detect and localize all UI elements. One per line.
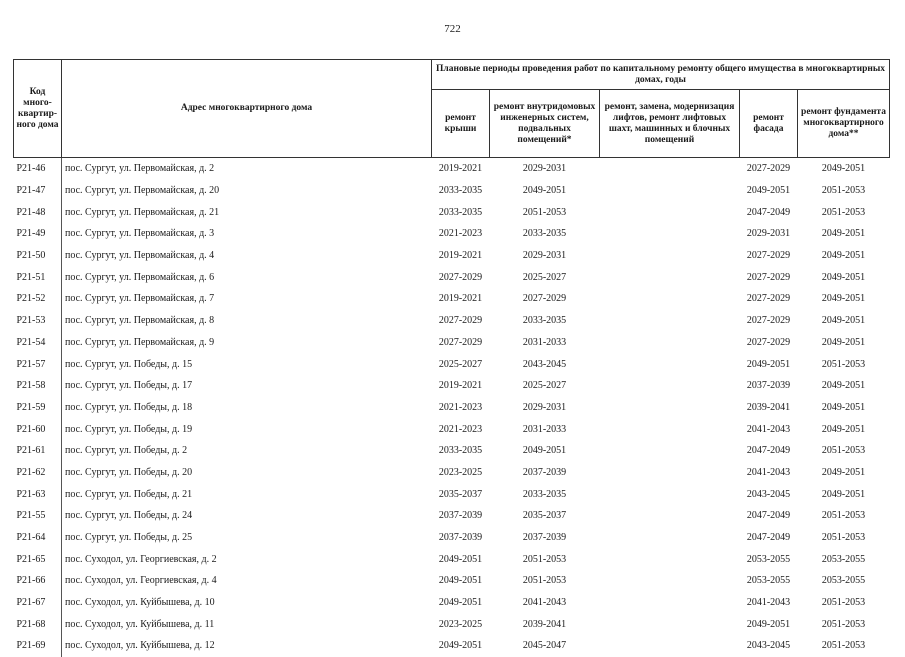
table-row [14, 353, 890, 375]
cell-foundation: 2049-2051 [821, 315, 866, 327]
cell-elevators [600, 527, 740, 549]
cell-facade: 2029-2031 [746, 228, 791, 240]
cell-facade: 2049-2051 [746, 185, 791, 197]
cell-elevators [600, 245, 740, 267]
cell-address: пос. Сургут, ул. Победы, д. 17 [65, 380, 193, 392]
cell-code: P21-55 [14, 505, 62, 527]
cell-roof: 2019-2021 [438, 163, 483, 175]
cell-address: пос. Сургут, ул. Победы, д. 18 [65, 401, 193, 413]
cell-systems: 2031-2033 [522, 336, 567, 348]
table-row [14, 223, 890, 245]
cell-systems: 2051-2053 [522, 206, 567, 218]
cell-roof: 2049-2051 [438, 597, 483, 609]
table-row [14, 570, 890, 592]
cell-address: пос. Сургут, ул. Победы, д. 24 [65, 510, 193, 522]
cell-roof: 2035-2037 [438, 488, 483, 500]
cell-elevators [600, 505, 740, 527]
cell-systems: 2037-2039 [522, 532, 567, 544]
cell-foundation: 2051-2053 [821, 445, 866, 457]
cell-elevators [600, 592, 740, 614]
cell-elevators [600, 635, 740, 657]
cell-foundation: 2053-2055 [821, 575, 866, 587]
cell-address: пос. Сургут, ул. Победы, д. 15 [65, 358, 193, 370]
cell-facade: 2027-2029 [746, 336, 791, 348]
table-row [14, 266, 890, 288]
cell-address: пос. Суходол, ул. Георгиевская, д. 4 [65, 575, 217, 587]
cell-elevators [600, 570, 740, 592]
cell-facade: 2041-2043 [746, 466, 791, 478]
cell-roof: 2027-2029 [438, 271, 483, 283]
cell-facade: 2041-2043 [746, 423, 791, 435]
cell-address: пос. Суходол, ул. Георгиевская, д. 2 [65, 553, 217, 565]
table-row [14, 397, 890, 419]
cell-systems: 2051-2053 [522, 553, 567, 565]
table-row [14, 440, 890, 462]
table-row [14, 310, 890, 332]
cell-systems: 2049-2051 [522, 445, 567, 457]
header-code: Код много-квартир-ного дома [14, 60, 62, 158]
cell-foundation: 2051-2053 [821, 206, 866, 218]
cell-roof: 2033-2035 [438, 445, 483, 457]
cell-systems: 2051-2053 [522, 575, 567, 587]
table-row [14, 527, 890, 549]
cell-foundation: 2049-2051 [821, 401, 866, 413]
cell-elevators [600, 613, 740, 635]
cell-facade: 2053-2055 [746, 553, 791, 565]
cell-code: P21-63 [14, 483, 62, 505]
cell-address: пос. Сургут, ул. Первомайская, д. 2 [65, 163, 215, 175]
cell-elevators [600, 310, 740, 332]
cell-roof: 2021-2023 [438, 423, 483, 435]
cell-code: P21-59 [14, 397, 62, 419]
cell-code: P21-58 [14, 375, 62, 397]
cell-code: P21-60 [14, 418, 62, 440]
cell-code: P21-67 [14, 592, 62, 614]
cell-elevators [600, 266, 740, 288]
cell-address: пос. Сургут, ул. Первомайская, д. 4 [65, 250, 215, 262]
cell-elevators [600, 375, 740, 397]
header-address: Адрес многоквартирного дома [62, 60, 432, 158]
cell-systems: 2029-2031 [522, 250, 567, 262]
cell-code: P21-68 [14, 613, 62, 635]
cell-elevators [600, 158, 740, 180]
cell-facade: 2043-2045 [746, 640, 791, 652]
cell-elevators [600, 483, 740, 505]
cell-systems: 2035-2037 [522, 510, 567, 522]
cell-address: пос. Сургут, ул. Победы, д. 25 [65, 532, 193, 544]
cell-address: пос. Сургут, ул. Победы, д. 2 [65, 445, 188, 457]
cell-roof: 2027-2029 [438, 336, 483, 348]
cell-code: P21-48 [14, 201, 62, 223]
cell-foundation: 2051-2053 [821, 618, 866, 630]
cell-systems: 2045-2047 [522, 640, 567, 652]
cell-address: пос. Сургут, ул. Первомайская, д. 21 [65, 206, 220, 218]
cell-code: P21-62 [14, 462, 62, 484]
table-row [14, 483, 890, 505]
cell-roof: 2037-2039 [438, 510, 483, 522]
cell-facade: 2041-2043 [746, 597, 791, 609]
cell-systems: 2025-2027 [522, 380, 567, 392]
capital-repair-table [13, 59, 890, 657]
cell-foundation: 2049-2051 [821, 293, 866, 305]
cell-elevators [600, 353, 740, 375]
cell-systems: 2041-2043 [522, 597, 567, 609]
cell-address: пос. Суходол, ул. Куйбышева, д. 10 [65, 597, 215, 609]
cell-address: пос. Сургут, ул. Первомайская, д. 9 [65, 336, 215, 348]
cell-code: P21-54 [14, 332, 62, 354]
cell-foundation: 2051-2053 [821, 640, 866, 652]
table-row [14, 548, 890, 570]
cell-address: пос. Сургут, ул. Первомайская, д. 7 [65, 293, 215, 305]
cell-roof: 2019-2021 [438, 293, 483, 305]
table-row [14, 635, 890, 657]
cell-roof: 2019-2021 [438, 380, 483, 392]
cell-foundation: 2049-2051 [821, 423, 866, 435]
cell-facade: 2049-2051 [746, 358, 791, 370]
table-row [14, 418, 890, 440]
cell-address: пос. Сургут, ул. Победы, д. 20 [65, 466, 193, 478]
cell-code: P21-49 [14, 223, 62, 245]
cell-roof: 2027-2029 [438, 315, 483, 327]
cell-code: P21-65 [14, 548, 62, 570]
cell-code: P21-57 [14, 353, 62, 375]
cell-systems: 2043-2045 [522, 358, 567, 370]
cell-systems: 2031-2033 [522, 423, 567, 435]
table-row [14, 245, 890, 267]
cell-address: пос. Сургут, ул. Победы, д. 21 [65, 488, 193, 500]
cell-foundation: 2049-2051 [821, 380, 866, 392]
table-row [14, 462, 890, 484]
cell-foundation: 2051-2053 [821, 597, 866, 609]
cell-code: P21-51 [14, 266, 62, 288]
cell-facade: 2027-2029 [746, 163, 791, 175]
cell-systems: 2029-2031 [522, 401, 567, 413]
header-systems: ремонт внутридомовых инженерных систем, подвальных помещений* [490, 90, 600, 158]
cell-systems: 2027-2029 [522, 293, 567, 305]
cell-facade: 2047-2049 [746, 532, 791, 544]
cell-roof: 2049-2051 [438, 553, 483, 565]
table-row [14, 332, 890, 354]
cell-address: пос. Сургут, ул. Первомайская, д. 8 [65, 315, 215, 327]
cell-elevators [600, 288, 740, 310]
cell-address: пос. Сургут, ул. Первомайская, д. 6 [65, 271, 215, 283]
table-row [14, 375, 890, 397]
cell-facade: 2027-2029 [746, 315, 791, 327]
cell-elevators [600, 180, 740, 202]
cell-elevators [600, 462, 740, 484]
cell-roof: 2019-2021 [438, 250, 483, 262]
cell-roof: 2049-2051 [438, 575, 483, 587]
cell-elevators [600, 332, 740, 354]
cell-code: P21-64 [14, 527, 62, 549]
header-foundation: ремонт фундамента многоквартирного дома** [798, 90, 890, 158]
cell-foundation: 2049-2051 [821, 488, 866, 500]
cell-facade: 2053-2055 [746, 575, 791, 587]
table-row [14, 180, 890, 202]
cell-foundation: 2049-2051 [821, 271, 866, 283]
cell-roof: 2025-2027 [438, 358, 483, 370]
cell-roof: 2033-2035 [438, 206, 483, 218]
cell-roof: 2023-2025 [438, 618, 483, 630]
cell-elevators [600, 418, 740, 440]
cell-roof: 2033-2035 [438, 185, 483, 197]
table-row [14, 158, 890, 180]
cell-elevators [600, 201, 740, 223]
cell-foundation: 2053-2055 [821, 553, 866, 565]
cell-address: пос. Суходол, ул. Куйбышева, д. 12 [65, 640, 215, 652]
cell-facade: 2039-2041 [746, 401, 791, 413]
cell-foundation: 2049-2051 [821, 466, 866, 478]
header-facade: ремонт фасада [740, 90, 798, 158]
cell-roof: 2021-2023 [438, 401, 483, 413]
cell-code: P21-50 [14, 245, 62, 267]
cell-code: P21-47 [14, 180, 62, 202]
cell-facade: 2047-2049 [746, 445, 791, 457]
cell-systems: 2029-2031 [522, 163, 567, 175]
cell-foundation: 2049-2051 [821, 250, 866, 262]
cell-address: пос. Сургут, ул. Победы, д. 19 [65, 423, 193, 435]
cell-code: P21-61 [14, 440, 62, 462]
cell-foundation: 2051-2053 [821, 532, 866, 544]
cell-code: P21-69 [14, 635, 62, 657]
table-row [14, 201, 890, 223]
cell-address: пос. Суходол, ул. Куйбышева, д. 11 [65, 618, 215, 630]
header-elevators: ремонт, замена, модернизация лифтов, ремонт лифтовых шахт, машинных и блочных помещений [600, 90, 740, 158]
page-number: 722 [444, 23, 461, 35]
table-row [14, 288, 890, 310]
cell-systems: 2037-2039 [522, 466, 567, 478]
cell-facade: 2047-2049 [746, 510, 791, 522]
cell-systems: 2033-2035 [522, 315, 567, 327]
cell-foundation: 2051-2053 [821, 510, 866, 522]
cell-roof: 2023-2025 [438, 466, 483, 478]
cell-systems: 2025-2027 [522, 271, 567, 283]
cell-address: пос. Сургут, ул. Первомайская, д. 3 [65, 228, 215, 240]
cell-facade: 2027-2029 [746, 271, 791, 283]
cell-systems: 2039-2041 [522, 618, 567, 630]
cell-systems: 2033-2035 [522, 488, 567, 500]
cell-roof: 2021-2023 [438, 228, 483, 240]
cell-code: P21-52 [14, 288, 62, 310]
cell-elevators [600, 548, 740, 570]
cell-address: пос. Сургут, ул. Первомайская, д. 20 [65, 185, 220, 197]
table-row [14, 613, 890, 635]
cell-facade: 2049-2051 [746, 618, 791, 630]
cell-systems: 2033-2035 [522, 228, 567, 240]
table-row [14, 505, 890, 527]
cell-facade: 2027-2029 [746, 250, 791, 262]
header-roof: ремонт крыши [432, 90, 490, 158]
cell-code: P21-46 [14, 158, 62, 180]
cell-elevators [600, 440, 740, 462]
cell-code: P21-53 [14, 310, 62, 332]
cell-facade: 2037-2039 [746, 380, 791, 392]
cell-elevators [600, 223, 740, 245]
cell-foundation: 2051-2053 [821, 358, 866, 370]
cell-foundation: 2049-2051 [821, 228, 866, 240]
cell-facade: 2043-2045 [746, 488, 791, 500]
cell-foundation: 2049-2051 [821, 163, 866, 175]
cell-roof: 2049-2051 [438, 640, 483, 652]
table-header [14, 60, 890, 158]
cell-roof: 2037-2039 [438, 532, 483, 544]
table-row [14, 592, 890, 614]
table-body [14, 158, 890, 657]
cell-systems: 2049-2051 [522, 185, 567, 197]
cell-elevators [600, 397, 740, 419]
cell-facade: 2027-2029 [746, 293, 791, 305]
cell-foundation: 2051-2053 [821, 185, 866, 197]
cell-foundation: 2049-2051 [821, 336, 866, 348]
cell-code: P21-66 [14, 570, 62, 592]
cell-facade: 2047-2049 [746, 206, 791, 218]
header-periods-group: Плановые периоды проведения работ по капитальному ремонту общего имущества в многоквартирных домах, годы [432, 60, 890, 90]
